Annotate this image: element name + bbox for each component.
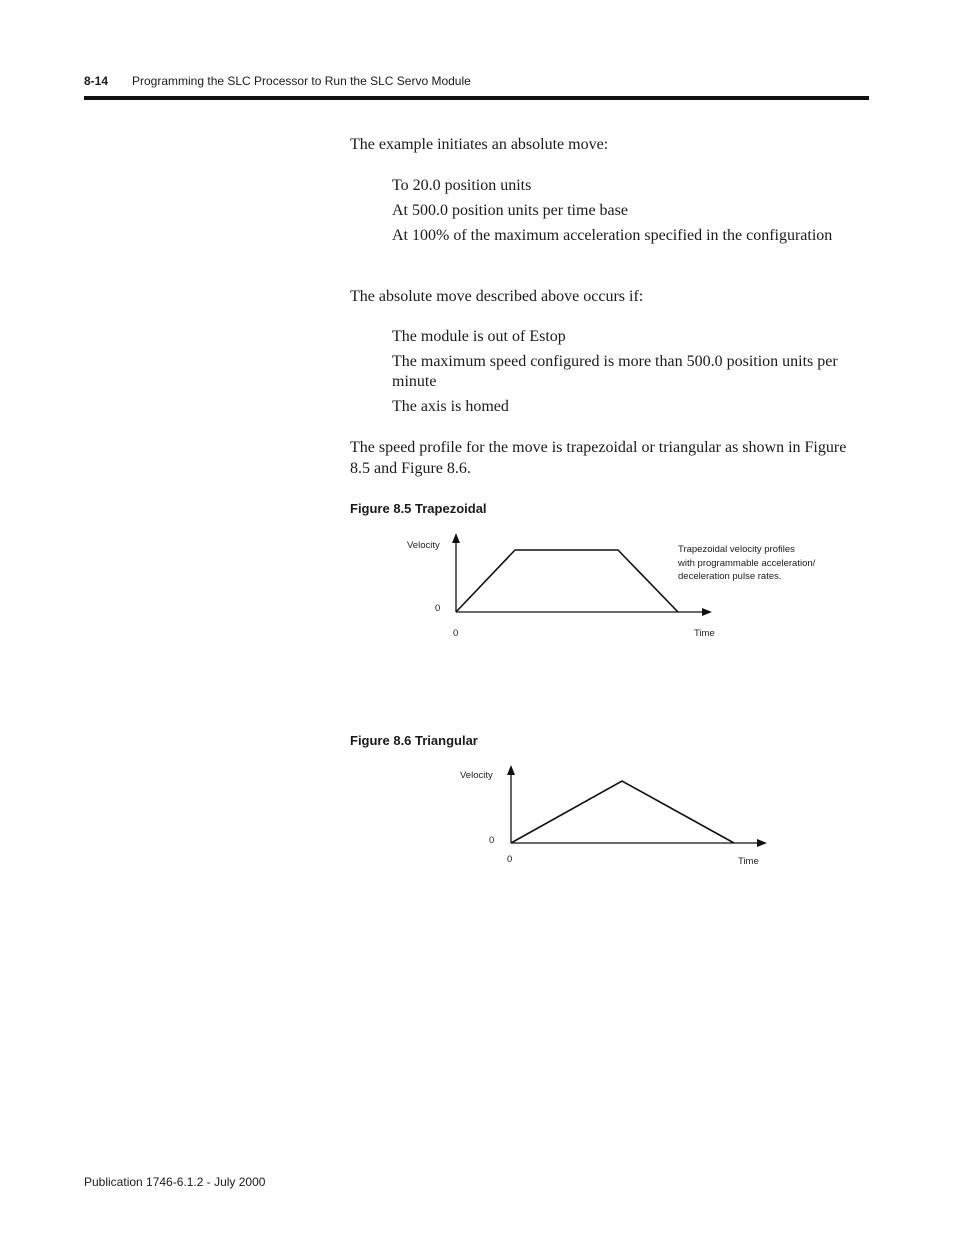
fig6-x-arrow bbox=[757, 839, 767, 847]
trapezoidal-profile-line bbox=[456, 550, 678, 612]
x-axis-label: Time bbox=[738, 856, 759, 867]
publication-footer: Publication 1746-6.1.2 - July 2000 bbox=[84, 1175, 266, 1189]
move-item: At 100% of the maximum acceleration specified in the configuration bbox=[392, 227, 833, 244]
x-zero-label: 0 bbox=[453, 628, 459, 639]
move-item: At 500.0 position units per time base bbox=[392, 202, 628, 219]
y-zero-label: 0 bbox=[435, 603, 441, 614]
intro-paragraph: The example initiates an absolute move: bbox=[350, 136, 609, 153]
y-zero-label: 0 bbox=[489, 835, 495, 846]
figure-caption: Figure 8.5 Trapezoidal bbox=[350, 501, 487, 516]
condition-item: The module is out of Estop bbox=[392, 328, 566, 345]
note-line: Trapezoidal velocity profiles bbox=[678, 544, 795, 555]
x-zero-label: 0 bbox=[507, 854, 513, 865]
condition-item: The maximum speed configured is more than 500.0 position units per minute bbox=[392, 353, 838, 390]
y-axis-label: Velocity bbox=[407, 540, 440, 551]
x-axis-label: Time bbox=[694, 628, 715, 639]
figure-caption: Figure 8.6 Triangular bbox=[350, 733, 478, 748]
fig6-y-arrow bbox=[507, 765, 515, 775]
chapter-title: Programming the SLC Processor to Run the SLC Servo Module bbox=[132, 74, 471, 88]
fig5-y-arrow bbox=[452, 533, 460, 543]
note-line: with programmable acceleration/ bbox=[678, 557, 816, 569]
profile-paragraph: The speed profile for the move is trapezoidal or triangular as shown in Figure 8.5 and Figure 8.6. bbox=[350, 439, 847, 477]
move-item: To 20.0 position units bbox=[392, 177, 532, 194]
note-line: deceleration pulse rates. bbox=[678, 571, 782, 582]
y-axis-label: Velocity bbox=[460, 770, 493, 781]
fig5-x-arrow bbox=[702, 608, 712, 616]
condition-item: The axis is homed bbox=[392, 398, 509, 415]
triangular-profile-line bbox=[511, 781, 734, 843]
conditions-paragraph: The absolute move described above occurs if: bbox=[350, 288, 644, 305]
page-number: 8-14 bbox=[84, 74, 109, 88]
